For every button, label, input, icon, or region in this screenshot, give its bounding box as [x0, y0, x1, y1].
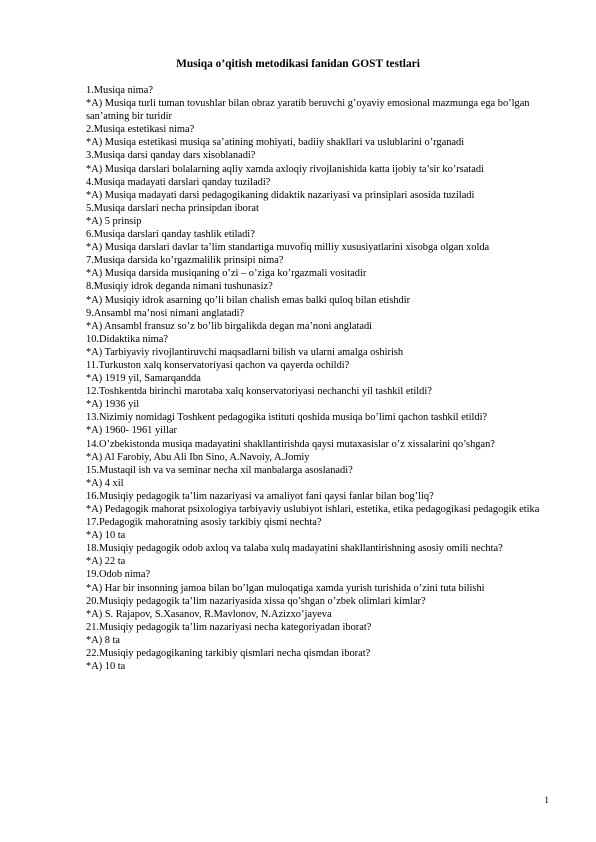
question-text: 6.Musiqa darslari qanday tashlik etiladi? — [86, 229, 255, 241]
answer-text: *A) Musiqa turli tuman tovushlar bilan obraz yaratib beruvchi g’oyaviy emosional mazmunga ega bo’lgan san’atning bir turidir — [86, 98, 530, 123]
answer-text: *A) S. Rajapov, S.Xasanov, R.Mavlonov, N.Azizxo’jayeva — [86, 608, 332, 620]
answer-text: *A) 22 ta — [86, 556, 126, 568]
answer-text: *A) Pedagogik mahorat psixologiya tarbiyaviy uslubiyot ishlari, estetika, etika pedagogikasi pedagogik etika — [86, 504, 540, 515]
answer-text: *A) Musiqiy idrok asarning qo’li bilan chalish emas balki quloq bilan etishdir — [86, 294, 411, 306]
answer-text: *A) 1919 yil, Samarqandda — [86, 373, 201, 385]
question-list — [86, 84, 556, 673]
answer-text: *A) 10 ta — [86, 661, 126, 673]
answer-text: *A) Musiqa darslari davlar ta’lim standartiga muvofiq milliy xususiyatlarini xisobga olgan xolda — [86, 242, 490, 254]
answer-text: *A) Al Farobiy, Abu Ali Ibn Sino, A.Navoiy, A.Jomiy — [86, 451, 310, 463]
question-text: 13.Nizimiy nomidagi Toshkent pedagogika istituti qoshida musiqa bo’limi qachon tashkil etildi? — [86, 412, 488, 424]
question-text: 1.Musiqa nima? — [86, 85, 153, 96]
question-text: 17.Pedagogik mahoratning asosiy tarkibiy qismi nechta? — [86, 517, 322, 529]
question-text: 5.Musiqa darslari necha prinsipdan iborat — [86, 202, 259, 214]
question-text: 18.Musiqiy pedagogik odob axloq va talaba xulq madayatini shakllantirishning asosiy omili nechta? — [86, 543, 503, 555]
answer-text: *A) 10 ta — [86, 530, 126, 542]
question-text: 7.Musiqa darsida ko’rgazmalilik prinsipi nima? — [86, 255, 284, 267]
question-text: 2.Musiqa estetikasi nima? — [86, 124, 195, 136]
answer-text: *A) 5 prinsip — [86, 215, 142, 227]
page-number: 1 — [544, 796, 549, 806]
question-text: 11.Turkuston xalq konservatoriyasi qachon va qayerda ochildi? — [86, 359, 350, 371]
question-text: 15.Mustaqil ish va va seminar necha xil manbalarga asoslanadi? — [86, 464, 353, 476]
answer-text: *A) Tarbiyaviy rivojlantiruvchi maqsadlarni bilish va ularni amalga oshirish — [86, 346, 404, 358]
question-text: 16.Musiqiy pedagogik ta’lim nazariyasi va amaliyot fani qaysi fanlar bilan bog’liq? — [86, 490, 434, 502]
question-text: 22.Musiqiy pedagogikaning tarkibiy qismlari necha qismdan iborat? — [86, 648, 371, 660]
question-text: 21.Musiqiy pedagogik ta’lim nazariyasi necha kategoriyadan iborat? — [86, 621, 372, 633]
question-text: 4.Musiqa madayati darslari qanday tuziladi? — [86, 176, 271, 188]
answer-text: *A) Musiqa darslari bolalarning aqliy xamda axloqiy rivojlanishida katta ijobiy ta’sir ko’rsatadi — [86, 163, 484, 175]
answer-text: *A) Ansambl fransuz so’z bo’lib birgalikda degan ma’noni anglatadi — [86, 320, 373, 332]
question-text: 12.Toshkentda birinchi marotaba xalq konservatoriyasi nechanchi yil tashkil etildi? — [86, 386, 432, 398]
answer-text: *A) Musiqa darsida musiqaning o’zi – o’ziga ko’rgazmali vositadir — [86, 268, 367, 280]
answer-text: *A) 4 xil — [86, 477, 124, 489]
question-text: 8.Musiqiy idrok deganda nimani tushunasiz? — [86, 281, 273, 293]
question-text: 3.Musiqa darsi qanday dars xisoblanadi? — [86, 150, 256, 162]
answer-text: *A) Har bir insonning jamoa bilan bo’lgan muloqatiga xamda yurish turishida o’zini tuta bilishi — [86, 582, 485, 594]
answer-text: *A) 1960- 1961 yillar — [86, 425, 177, 437]
question-text: 9.Ansambl ma’nosi nimani anglatadi? — [86, 307, 245, 319]
answer-text: *A) 1936 yil — [86, 399, 140, 411]
answer-text: *A) Musiqa estetikasi musiqa sa’atining mohiyati, badiiy shakllari va uslublarini o’rganadi — [86, 137, 465, 149]
document-title: Musiqa o’qitish metodikasi fanidan GOST testlari — [176, 58, 420, 70]
question-text: 20.Musiqiy pedagogik ta’lim nazariyasida xissa qo’shgan o’zbek olimlari kimlar? — [86, 595, 426, 607]
question-text: 19.Odob nima? — [86, 569, 151, 581]
answer-text: *A) 8 ta — [86, 634, 121, 646]
question-text: 14.O’zbekistonda musiqa madayatini shakllantirishda qaysi mutaxasislar o’z xissalarini qo’shgan? — [86, 438, 495, 450]
question-text: 10.Didaktika nima? — [86, 333, 168, 345]
answer-text: *A) Musiqa madayati darsi pedagogikaning didaktik nazariyasi va prinsiplari asosida tuziladi — [86, 189, 475, 201]
